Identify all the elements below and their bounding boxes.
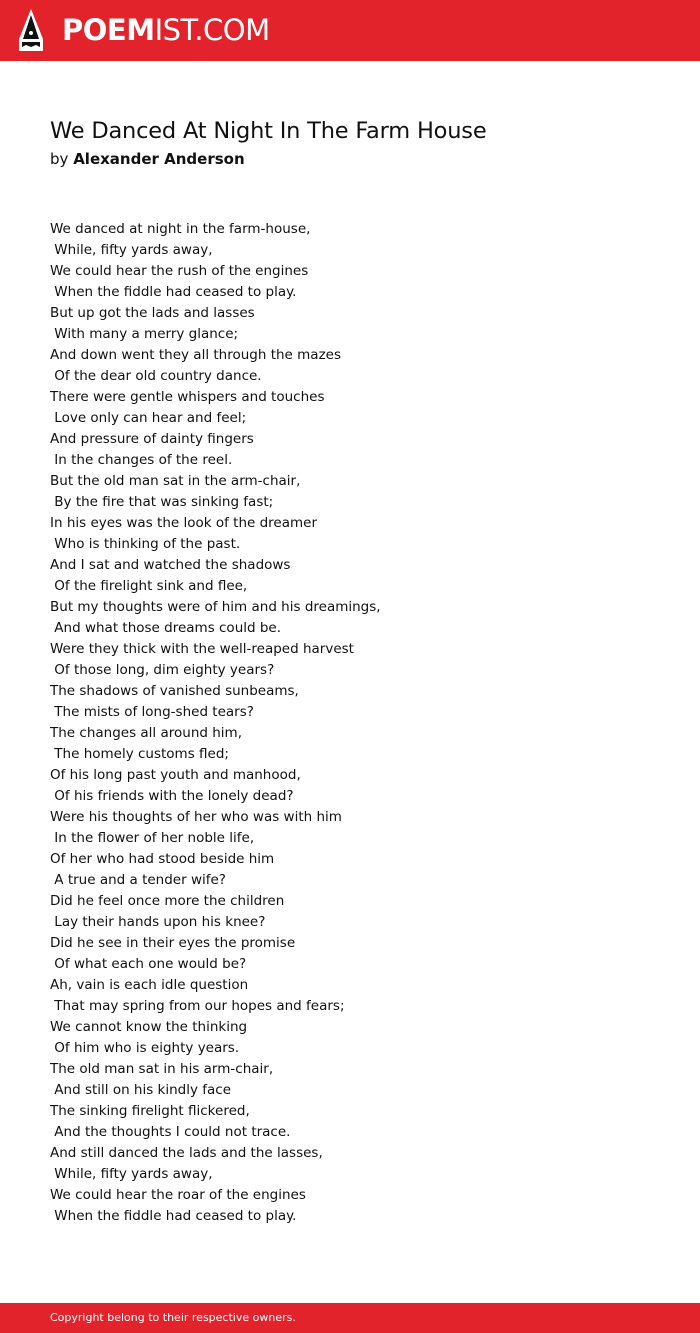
- poem-line: Of those long, dim eighty years?: [50, 662, 275, 678]
- by-label: by: [50, 150, 69, 168]
- poem-line: The shadows of vanished sunbeams,: [50, 683, 299, 699]
- poem-line: Did he see in their eyes the promise: [50, 935, 296, 951]
- poem-line: The sinking firelight flickered,: [50, 1103, 250, 1119]
- poem-line: In his eyes was the look of the dreamer: [50, 515, 318, 531]
- poem-line: And the thoughts I could not trace.: [50, 1124, 291, 1140]
- site-footer: [0, 1303, 700, 1333]
- poem-line: In the changes of the reel.: [50, 452, 233, 468]
- poem-line: And what those dreams could be.: [50, 620, 282, 636]
- poem-line: By the fire that was sinking fast;: [50, 494, 274, 510]
- poem-line: That may spring from our hopes and fears;: [50, 998, 345, 1014]
- poem-line: Who is thinking of the past.: [50, 536, 241, 552]
- pen-nib-icon[interactable]: [18, 9, 44, 51]
- poem-line: Of the dear old country dance.: [50, 368, 262, 384]
- poem-line: A true and a tender wife?: [50, 872, 226, 888]
- poem-line: Of his friends with the lonely dead?: [50, 788, 294, 804]
- site-brand[interactable]: [62, 12, 270, 48]
- poem-line: We danced at night in the farm-house,: [50, 221, 311, 237]
- poem-line: But up got the lads and lasses: [50, 305, 255, 321]
- poem-line: Did he feel once more the children: [50, 893, 285, 909]
- poem-author: Alexander Anderson: [73, 150, 245, 168]
- brand-bold-text: POEM: [62, 13, 155, 47]
- poem-line: In the flower of her noble life,: [50, 830, 255, 846]
- poem-line: Were his thoughts of her who was with him: [50, 809, 342, 825]
- poem-line: There were gentle whispers and touches: [50, 389, 325, 405]
- poem-byline: [50, 149, 245, 169]
- poem-line: We cannot know the thinking: [50, 1019, 248, 1035]
- brand-light-text: IST.COM: [154, 13, 270, 47]
- poem-line: Ah, vain is each idle question: [50, 977, 249, 993]
- poem-line: While, fifty yards away,: [50, 242, 213, 258]
- poem-line: The changes all around him,: [50, 725, 242, 741]
- poem-line: When the fiddle had ceased to play.: [50, 1208, 297, 1224]
- poem-line: The mists of long-shed tears?: [50, 704, 254, 720]
- poem-title: We Danced At Night In The Farm House: [50, 118, 487, 144]
- poem-line: And I sat and watched the shadows: [50, 557, 291, 573]
- poem-line: Of him who is eighty years.: [50, 1040, 240, 1056]
- poem-body: [50, 219, 670, 1227]
- poem-line: While, fifty yards away,: [50, 1166, 213, 1182]
- poem-line: And still danced the lads and the lasses,: [50, 1145, 323, 1161]
- poem-line: But my thoughts were of him and his dreamings,: [50, 599, 381, 615]
- poem-line: Of the firelight sink and flee,: [50, 578, 248, 594]
- poem-line: Were they thick with the well-reaped harvest: [50, 641, 354, 657]
- copyright-text: Copyright belong to their respective owners.: [50, 1311, 296, 1324]
- poem-line: And down went they all through the mazes: [50, 347, 341, 363]
- poem-line: Lay their hands upon his knee?: [50, 914, 266, 930]
- poem-line: The homely customs fled;: [50, 746, 229, 762]
- poem-line: And still on his kindly face: [50, 1082, 232, 1098]
- poem-line: The old man sat in his arm-chair,: [50, 1061, 274, 1077]
- poem-line: We could hear the roar of the engines: [50, 1187, 306, 1203]
- poem-line: Love only can hear and feel;: [50, 410, 247, 426]
- poem-line: With many a merry glance;: [50, 326, 239, 342]
- poem-line: But the old man sat in the arm-chair,: [50, 473, 301, 489]
- poem-line: Of his long past youth and manhood,: [50, 767, 301, 783]
- poem-line: When the fiddle had ceased to play.: [50, 284, 297, 300]
- poem-line: And pressure of dainty fingers: [50, 431, 254, 447]
- poem-line: We could hear the rush of the engines: [50, 263, 309, 279]
- poem-line: Of her who had stood beside him: [50, 851, 275, 867]
- site-header: [0, 0, 700, 61]
- poem-line: Of what each one would be?: [50, 956, 247, 972]
